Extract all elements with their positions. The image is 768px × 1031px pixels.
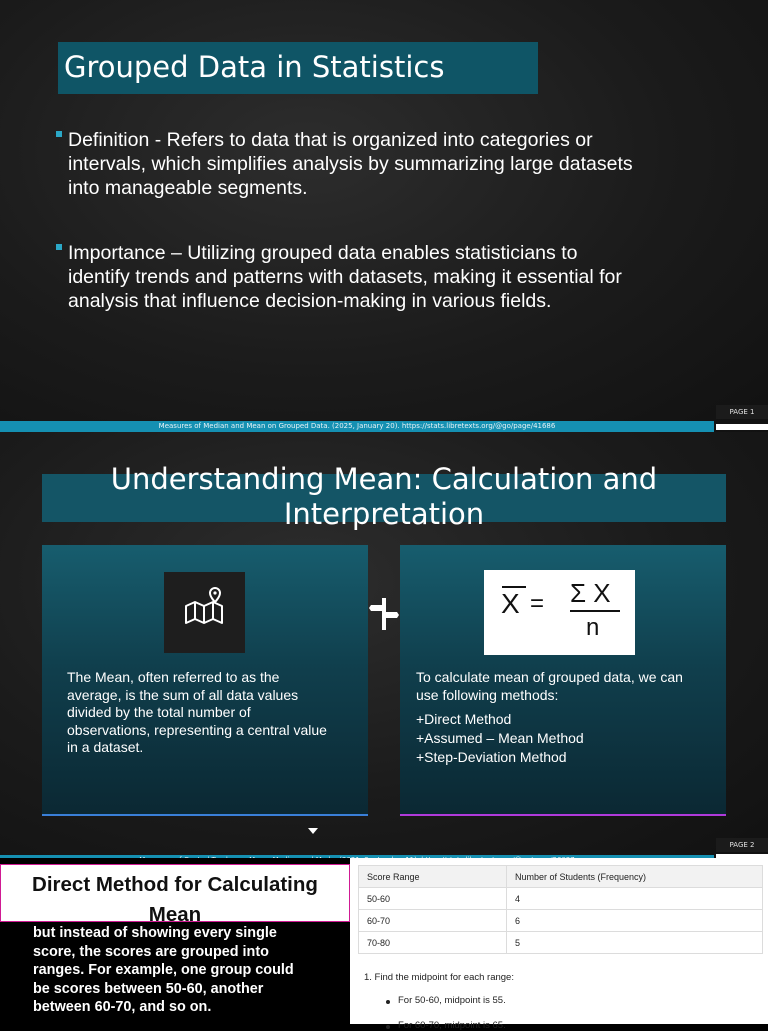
table-cell: 4	[507, 888, 763, 910]
text-line: use following methods:	[416, 686, 559, 703]
title-line: Interpretation	[283, 497, 485, 531]
title-line: Understanding Mean: Calculation and	[110, 462, 658, 496]
table-row	[359, 932, 763, 954]
formula-numerator: Σ X	[570, 578, 611, 608]
bullet-importance	[68, 241, 708, 313]
slide-understanding-mean	[0, 432, 768, 858]
method-item: +Direct Method	[416, 711, 512, 727]
caret-down-icon[interactable]	[308, 828, 318, 834]
table-cell: 50-60	[359, 888, 507, 910]
text-line: divided by the total number of	[67, 704, 251, 720]
bullet-line: identify trends and patterns with datasets, making it essential for	[68, 266, 622, 288]
frequency-table	[358, 865, 763, 954]
table-header-row	[359, 866, 763, 888]
step-one: 1. Find the midpoint for each range:	[364, 972, 514, 983]
bullet-line: Definition - Refers to data that is organized into categories or	[68, 129, 593, 151]
title-line: Mean	[148, 903, 202, 926]
list-bullet	[386, 1000, 390, 1004]
formula-equals: =	[530, 590, 545, 617]
page-label: PAGE 1	[716, 405, 768, 419]
footer-tab	[716, 424, 768, 430]
table-cell: 5	[507, 932, 763, 954]
text-line: be scores between 50-60, another	[33, 980, 264, 997]
table-row	[359, 888, 763, 910]
bullet-line: analysis that influence decision-making in various fields.	[68, 290, 552, 312]
text-line: in a dataset.	[67, 739, 144, 755]
mean-methods-text	[416, 669, 683, 767]
bullet-definition	[68, 128, 708, 200]
method-item: +Step-Deviation Method	[416, 749, 567, 765]
signpost-icon	[369, 596, 399, 632]
map-icon	[164, 572, 245, 653]
formula-xbar: X	[501, 588, 520, 619]
text-line: To calculate mean of grouped data, we can	[416, 669, 683, 685]
slide-title: Grouped Data in Statistics	[64, 50, 445, 84]
text-line: score, the scores are grouped into	[33, 943, 269, 960]
formula-denominator: n	[586, 614, 600, 641]
table-cell: 6	[507, 910, 763, 932]
text-line: average, is the sum of all data values	[67, 686, 299, 703]
bullet-line: intervals, which simplifies analysis by summarizing large datasets	[68, 153, 633, 175]
mean-methods-panel	[400, 545, 726, 816]
title-line: Direct Method for Calculating	[32, 873, 318, 896]
table-row	[359, 910, 763, 932]
list-bullet	[386, 1025, 390, 1029]
table-cell: 70-80	[359, 932, 507, 954]
mean-definition-text	[67, 669, 327, 757]
bullet-marker	[56, 131, 62, 137]
column-header: Number of Students (Frequency)	[507, 866, 763, 888]
slide-grouped-data	[0, 0, 768, 432]
text-line: The Mean, often referred to as the	[67, 669, 280, 685]
example-panel	[352, 858, 768, 1031]
slide-title	[42, 462, 726, 532]
sub-step: For 60-70, midpoint is 65.	[398, 1020, 506, 1031]
bullet-marker	[56, 244, 62, 250]
text-line: observations, representing a central value	[67, 721, 327, 738]
sub-step: For 50-60, midpoint is 55.	[398, 995, 506, 1006]
direct-method-paragraph	[33, 924, 333, 1017]
bullet-line: Importance – Utilizing grouped data enables statisticians to	[68, 242, 578, 264]
bullet-line: into manageable segments.	[68, 177, 308, 199]
text-line: between 60-70, and so on.	[33, 999, 212, 1016]
text-line: ranges. For example, one group could	[33, 962, 294, 979]
table-cell: 60-70	[359, 910, 507, 932]
formula-fraction-line	[570, 610, 620, 612]
mean-formula-image	[484, 570, 635, 655]
text-line: but instead of showing every single	[33, 925, 277, 941]
method-item: +Assumed – Mean Method	[416, 730, 584, 746]
direct-method-text-area	[0, 858, 350, 1024]
page-label: PAGE 2	[716, 838, 768, 852]
slide-title	[0, 870, 350, 930]
slide-direct-method	[0, 858, 768, 1031]
column-header: Score Range	[359, 866, 507, 888]
footer-citation: Measures of Median and Mean on Grouped Data. (2025, January 20). https://stats.libretexts.org/@go/page/41686	[158, 422, 556, 430]
mean-definition-panel	[42, 545, 368, 816]
